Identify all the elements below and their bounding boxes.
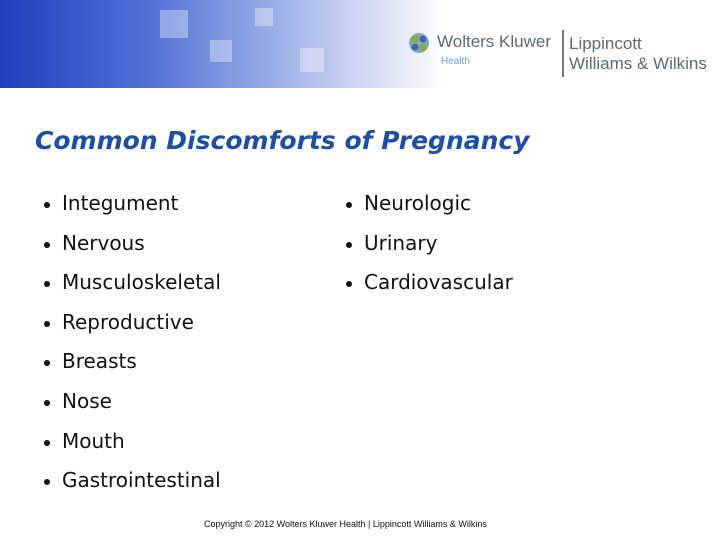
list-item: [44, 190, 221, 230]
slide-title: Common Discomforts of Pregnancy: [35, 126, 530, 155]
decorative-square: [210, 40, 232, 62]
list-item-label: Integument: [62, 191, 179, 215]
decorative-square: [160, 10, 188, 38]
copyright-footer: Copyright © 2012 Wolters Kluwer Health | Lippincott Williams & Wilkins: [204, 519, 487, 529]
list-item-label: Breasts: [62, 349, 137, 374]
bullet-icon: [44, 360, 50, 366]
list-item-label: Reproductive: [62, 309, 194, 334]
bullet-icon: [44, 281, 50, 287]
bullet-icon: [44, 400, 50, 406]
list-item-label: Urinary: [364, 230, 438, 255]
bullet-icon: [346, 242, 352, 248]
bullet-icon: [44, 479, 50, 485]
list-item: [346, 190, 513, 230]
list-item-label: Nose: [62, 388, 112, 413]
list-item-label: Gastrointestinal: [62, 468, 221, 493]
list-item: [44, 348, 221, 388]
list-item: [346, 230, 513, 270]
bullet-icon: [44, 202, 50, 208]
publisher-logo: [405, 28, 720, 80]
bullet-icon: [44, 440, 50, 446]
list-item-label: Musculoskeletal: [62, 270, 221, 295]
bullet-icon: [44, 321, 50, 327]
list-item-label: Cardiovascular: [364, 270, 513, 295]
logo-health-text: Health: [441, 56, 470, 67]
list-item-label: Neurologic: [364, 191, 472, 215]
wolters-kluwer-logo-icon: [408, 32, 430, 54]
list-item: [44, 309, 221, 349]
decorative-square: [300, 48, 324, 72]
bullet-icon: [44, 242, 50, 248]
logo-divider: [562, 30, 564, 77]
bullet-icon: [346, 202, 352, 208]
logo-lippincott-line2: Williams & Wilkins: [569, 54, 707, 73]
logo-lippincott-text: [569, 34, 707, 74]
decorative-square: [255, 8, 273, 26]
logo-wolters-kluwer-text: Wolters Kluwer: [437, 32, 551, 51]
list-item: [44, 467, 221, 507]
list-item: [346, 269, 513, 309]
bullet-icon: [346, 281, 352, 287]
logo-lippincott-line1: Lippincott: [569, 34, 642, 53]
left-bullet-list: [44, 190, 221, 507]
list-item: [44, 428, 221, 468]
list-item-label: Nervous: [62, 230, 145, 255]
right-bullet-list: [346, 190, 513, 309]
list-item: [44, 269, 221, 309]
list-item: [44, 230, 221, 270]
list-item: [44, 388, 221, 428]
list-item-label: Mouth: [62, 428, 125, 453]
